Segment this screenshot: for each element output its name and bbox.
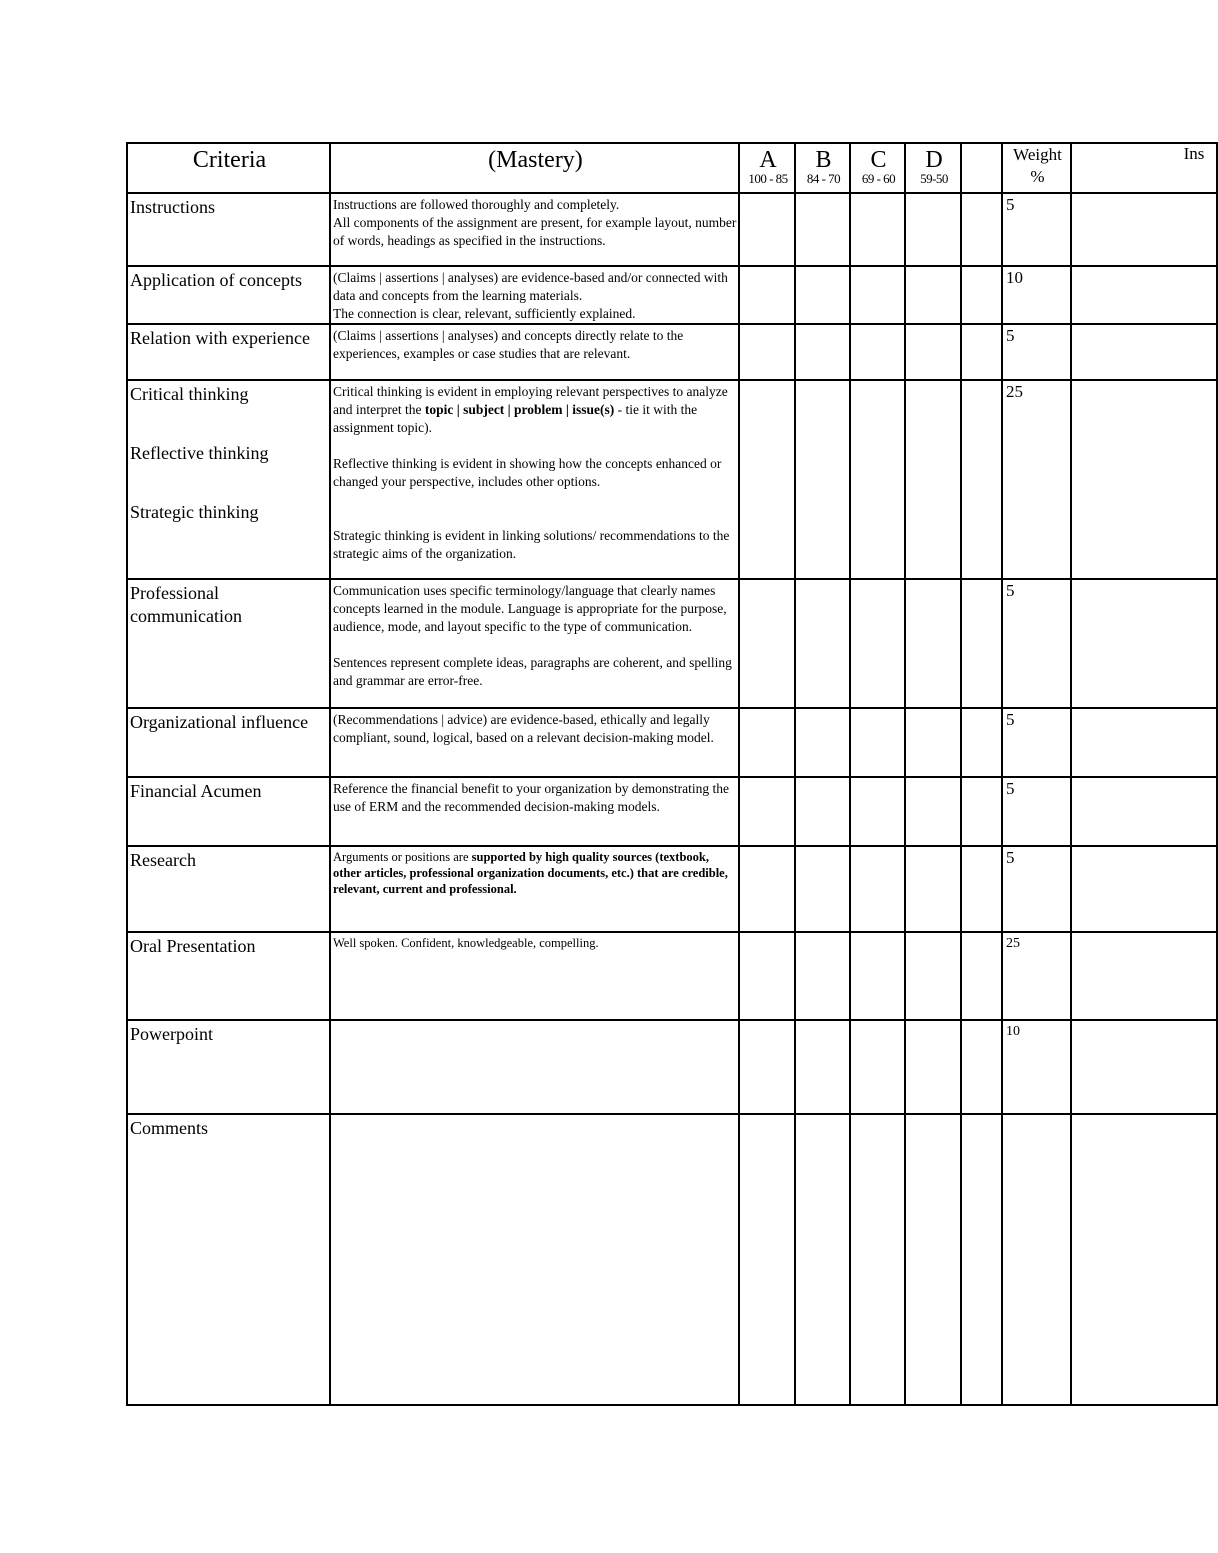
grade-d-cell[interactable]: [905, 708, 961, 777]
grade-a-cell[interactable]: [739, 193, 795, 266]
grade-b-cell[interactable]: [795, 324, 850, 380]
table-row: [127, 380, 1217, 579]
criteria-cell: Relation with experience: [127, 324, 330, 380]
weight-cell: 5: [1002, 777, 1071, 846]
criteria-cell: Powerpoint: [127, 1020, 330, 1114]
ins-cell[interactable]: [1071, 324, 1217, 380]
description-text: Arguments or positions are: [333, 850, 472, 864]
ins-cell[interactable]: [1071, 777, 1217, 846]
grade-c-header: [850, 143, 905, 193]
grade-a-cell[interactable]: [739, 579, 795, 708]
grade-d-cell[interactable]: [905, 380, 961, 579]
ins-cell[interactable]: [1071, 266, 1217, 324]
grade-b-cell[interactable]: [795, 777, 850, 846]
weight-header: [1002, 143, 1071, 193]
weight-cell: 5: [1002, 708, 1071, 777]
criteria-strategic-thinking: Strategic thinking: [130, 502, 259, 522]
table-row: [127, 846, 1217, 932]
criteria-cell: Research: [127, 846, 330, 932]
grade-d-cell[interactable]: [905, 1020, 961, 1114]
grade-range: 100 - 85: [748, 171, 788, 186]
table-row: [127, 708, 1217, 777]
weight-cell: 10: [1002, 1020, 1071, 1114]
blank-cell: [961, 1020, 1002, 1114]
description-strategic: Strategic thinking is evident in linking solutions/ recommendations to the strategic aims of the organization.: [333, 528, 730, 561]
criteria-header: Criteria: [127, 143, 330, 193]
ins-cell[interactable]: [1071, 193, 1217, 266]
description-cell: [330, 193, 739, 266]
grade-a-cell[interactable]: [739, 266, 795, 324]
grade-d-cell[interactable]: [905, 932, 961, 1020]
description-cell: [330, 846, 739, 932]
grade-c-cell[interactable]: [850, 932, 905, 1020]
description-text: The connection is clear, relevant, sufficiently explained.: [333, 306, 636, 321]
ins-cell[interactable]: [1071, 846, 1217, 932]
description-text: Well spoken. Confident, knowledgeable, compelling.: [333, 936, 599, 950]
description-reflective: Reflective thinking is evident in showing how the concepts enhanced or changed your perspective, includes other options.: [333, 456, 722, 489]
header-row: [127, 143, 1217, 193]
criteria-cell: Oral Presentation: [127, 932, 330, 1020]
criteria-cell: Application of concepts: [127, 266, 330, 324]
table-row: [127, 324, 1217, 380]
blank-cell: [961, 932, 1002, 1020]
grade-c-cell[interactable]: [850, 579, 905, 708]
weight-cell: 25: [1002, 380, 1071, 579]
criteria-cell: Instructions: [127, 193, 330, 266]
table-row: [127, 579, 1217, 708]
grade-c-cell[interactable]: [850, 324, 905, 380]
blank-header: [961, 143, 1002, 193]
grade-a-cell[interactable]: [739, 324, 795, 380]
description-cell: [330, 777, 739, 846]
criteria-cell: Organizational influence: [127, 708, 330, 777]
blank-cell: [961, 1114, 1002, 1405]
weight-cell: 10: [1002, 266, 1071, 324]
ins-cell[interactable]: [1071, 708, 1217, 777]
grade-d-cell[interactable]: [905, 1114, 961, 1405]
rubric-table: [126, 142, 1218, 1406]
grade-a-cell[interactable]: [739, 380, 795, 579]
grade-a-cell[interactable]: [739, 708, 795, 777]
description-cell: [330, 932, 739, 1020]
grade-c-cell[interactable]: [850, 193, 905, 266]
grade-c-cell[interactable]: [850, 708, 905, 777]
criteria-cell: Comments: [127, 1114, 330, 1405]
grade-a-header: [739, 143, 795, 193]
grade-c-cell[interactable]: [850, 380, 905, 579]
comments-row: [127, 1114, 1217, 1405]
grade-b-cell[interactable]: [795, 708, 850, 777]
grade-a-cell[interactable]: [739, 846, 795, 932]
blank-cell: [961, 846, 1002, 932]
criteria-cell: [127, 380, 330, 579]
grade-b-cell[interactable]: [795, 1114, 850, 1405]
grade-c-cell[interactable]: [850, 1114, 905, 1405]
grade-d-header: [905, 143, 961, 193]
grade-d-cell[interactable]: [905, 193, 961, 266]
description-text: (Claims | assertions | analyses) and concepts directly relate to the experiences, examples or case studies that are relevant.: [333, 328, 684, 361]
weight-cell: [1002, 1114, 1071, 1405]
description-cell: [330, 708, 739, 777]
blank-cell: [961, 380, 1002, 579]
weight-cell: 5: [1002, 193, 1071, 266]
weight-header-label: Weight: [1013, 145, 1062, 164]
description-text: Instructions are followed thoroughly and completely.: [333, 197, 620, 212]
table-row: [127, 932, 1217, 1020]
grade-letter: D: [925, 147, 943, 173]
weight-cell: 5: [1002, 324, 1071, 380]
grade-b-cell[interactable]: [795, 380, 850, 579]
grade-b-cell[interactable]: [795, 846, 850, 932]
grade-b-header: [795, 143, 850, 193]
ins-cell[interactable]: [1071, 579, 1217, 708]
grade-range: 84 - 70: [806, 171, 841, 186]
blank-cell: [961, 193, 1002, 266]
grade-b-cell[interactable]: [795, 579, 850, 708]
grade-d-cell[interactable]: [905, 324, 961, 380]
grade-a-cell[interactable]: [739, 1114, 795, 1405]
blank-cell: [961, 324, 1002, 380]
grade-b-cell[interactable]: [795, 932, 850, 1020]
table-row: [127, 266, 1217, 324]
description-cell: [330, 579, 739, 708]
description-text: Communication uses specific terminology/language that clearly names concepts learned in the module. Language is appropriate for the purpose, audience, mode, and layout specific to the type of communication.: [333, 583, 727, 634]
blank-cell: [961, 579, 1002, 708]
grade-letter: B: [815, 147, 832, 173]
grade-letter: A: [759, 147, 777, 173]
table-row: [127, 777, 1217, 846]
ins-cell[interactable]: [1071, 932, 1217, 1020]
mastery-header: (Mastery): [330, 143, 739, 193]
ins-cell[interactable]: [1071, 1114, 1217, 1405]
grade-a-cell[interactable]: [739, 932, 795, 1020]
table-row: [127, 193, 1217, 266]
weight-cell: 25: [1002, 932, 1071, 1020]
grade-d-cell[interactable]: [905, 579, 961, 708]
description-cell: [330, 380, 739, 579]
weight-header-unit: %: [1030, 167, 1045, 186]
ins-cell[interactable]: [1071, 380, 1217, 579]
description-emphasis: supported by high quality sources (textbook, other articles, professional organization documents, etc.) that are credible, relevant, current and professional.: [333, 850, 728, 896]
criteria-cell: Professional communication: [127, 579, 330, 708]
grade-c-cell[interactable]: [850, 846, 905, 932]
grade-a-cell[interactable]: [739, 1020, 795, 1114]
description-text: Sentences represent complete ideas, paragraphs are coherent, and spelling and grammar are error-free.: [333, 655, 732, 688]
grade-d-cell[interactable]: [905, 777, 961, 846]
weight-cell: 5: [1002, 846, 1071, 932]
description-cell: [330, 324, 739, 380]
grade-d-cell[interactable]: [905, 846, 961, 932]
description-text: Reference the financial benefit to your organization by demonstrating the use of ERM and the recommended decision-making models.: [333, 781, 729, 814]
grade-letter: C: [870, 147, 887, 173]
ins-header: Ins: [1071, 143, 1217, 193]
description-cell: [330, 1020, 739, 1114]
description-text: (Recommendations | advice) are evidence-based, ethically and legally compliant, sound, logical, based on a relevant decision-making model.: [333, 712, 714, 745]
grade-d-cell[interactable]: [905, 266, 961, 324]
blank-cell: [961, 266, 1002, 324]
description-text: (Claims | assertions | analyses) are evidence-based and/or connected with data and concepts from the learning materials.: [333, 270, 728, 303]
ins-cell[interactable]: [1071, 1020, 1217, 1114]
grade-range: 69 - 60: [861, 171, 896, 186]
grade-b-cell[interactable]: [795, 266, 850, 324]
description-critical: Critical thinking is evident in employing relevant perspectives to analyze and interpret the topic | subject | problem | issue(s) - tie it with the assignment topic).: [333, 384, 728, 435]
grade-range: 59-50: [920, 171, 948, 186]
weight-cell: 5: [1002, 579, 1071, 708]
table-row: [127, 1020, 1217, 1114]
blank-cell: [961, 777, 1002, 846]
grade-a-cell[interactable]: [739, 777, 795, 846]
blank-cell: [961, 708, 1002, 777]
criteria-reflective-thinking: Reflective thinking: [130, 443, 269, 463]
grade-c-cell[interactable]: [850, 266, 905, 324]
comments-input-cell[interactable]: [330, 1114, 739, 1405]
criteria-cell: Financial Acumen: [127, 777, 330, 846]
grade-b-cell[interactable]: [795, 1020, 850, 1114]
criteria-critical-thinking: Critical thinking: [130, 384, 249, 404]
description-text: All components of the assignment are present, for example layout, number of words, headings as specified in the instructions.: [333, 215, 737, 248]
description-cell: [330, 266, 739, 324]
grade-c-cell[interactable]: [850, 777, 905, 846]
grade-c-cell[interactable]: [850, 1020, 905, 1114]
grade-b-cell[interactable]: [795, 193, 850, 266]
